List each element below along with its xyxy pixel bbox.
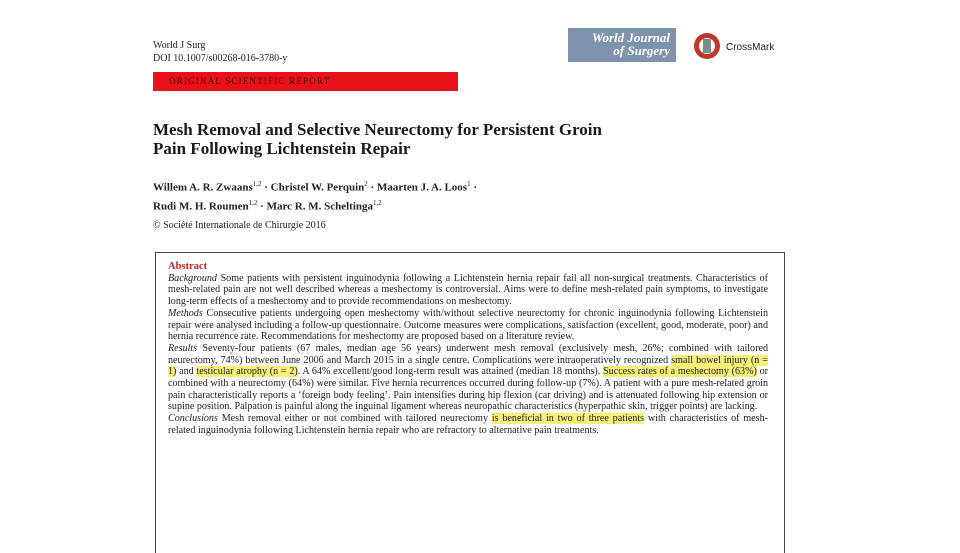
author-line-1 [153,177,753,196]
background-text: Some patients with persistent inguinodynia following a Lichtenstein hernia repair fail all non-surgical treatments. Characteristics of mesh-related pain are not well described whereas a meshectomy is controversial. Aims were to define mesh-related pain symptoms, to investigate long-term effects of a meshectomy and to provide recommendations on meshectomy. [168,272,768,308]
highlight-beneficial: is beneficial in two of three patients [491,413,645,425]
author-name: Marc R. M. Scheltinga [266,200,373,213]
abstract-conclusions [168,413,768,436]
highlight-success-rates: Success rates of a meshectomy (63%) [603,366,757,378]
title-line-2: Pain Following Lichtenstein Repair [153,139,411,158]
results-text: . A 64% excellent/good long-term result was attained (median 18 months). [297,366,604,378]
abstract-methods [168,308,768,343]
crossmark-label[interactable]: CrossMark [726,42,775,53]
methods-text: Consecutive patients undergoing open meshectomy with/without selective neurectomy for chronic inguinodynia following Lichtenstein repair were analysed including a follow-up questionnaire. Outcome measures were complications, satisfaction (excellent, good, moderate, poor) and hernia recurrence rate. Recommendations for meshectomy are proposed based on a literature review. [168,307,768,343]
author-affiliation: 1,2 [252,180,262,188]
title-line-1: Mesh Removal and Selective Neurectomy for Persistent Groin [153,120,602,139]
background-label: Background [168,272,217,284]
journal-logo [568,28,676,62]
author-list [153,177,753,214]
author-separator: · [257,200,267,213]
author-line-2 [153,196,753,215]
results-text: Seventy-four patients (67 males, median age 56 years) underwent mesh removal (exclusively mesh, 26%; combined with tailored neurectomy, 74%) between June 2006 and March 2015 in a single centre. Complications were intraoperatively recognized [168,342,768,366]
article-title [153,120,753,158]
author-separator: · [470,181,478,194]
abstract-body [168,261,768,437]
author-separator: · [261,181,271,194]
conclusions-label: Conclusions [168,413,218,425]
results-text: and [176,366,197,378]
results-text: or combined with a neurectomy (64%) were similar. Five hernia recurrences occurred during follow-up (7%). A patient with a pure mesh-related groin pain characteristically reports a ‘foreign body feeling’. Pain intensifies during hip flexion (car driving) and is attenuated following hip extension or supine position. Palpation is painful along the inguinal ligament whereas neuropathic characteristics (hyperpathic skin, trigger points) are lacking. [168,366,768,413]
author-separator: · [367,181,377,194]
author-affiliation: 1,2 [373,198,382,207]
author-name: Rudi M. H. Roumen [153,200,249,213]
author-name: Maarten J. A. Loos [376,181,468,194]
journal-name: World J Surg [153,40,206,51]
author-affiliation: 2 [364,180,368,188]
author-name: Christel W. Perquin [270,181,365,194]
doi: DOI 10.1007/s00268-016-3780-y [153,53,288,64]
highlight-testicular-atrophy: testicular atrophy (n = 2) [196,366,298,378]
copyright-notice: © Société Internationale de Chirurgie 2016 [153,220,326,231]
crossmark-icon[interactable] [690,31,724,61]
author-affiliation: 1 [467,180,471,188]
conclusions-text: with characteristics of mesh-related inguinodynia following Lichtenstein hernia repair who are refractory to alternative pain treatments. [168,413,768,436]
logo-line-1: World Journal [591,30,670,45]
abstract-background [168,273,768,308]
methods-label: Methods [168,307,203,319]
logo-line-2: of Surgery [613,43,670,58]
report-type-bar [153,72,458,91]
abstract-results [168,343,768,413]
report-type: ORIGINAL SCIENTIFIC REPORT [169,76,331,86]
results-label: Results [168,342,198,354]
conclusions-text: Mesh removal either or not combined with tailored neurectomy [217,413,492,425]
highlight-small-bowel: small bowel injury (n = 1) [168,354,769,378]
abstract-heading: Abstract [168,261,208,272]
author-affiliation: 1,2 [248,198,258,207]
author-name: Willem A. R. Zwaans [153,181,253,194]
